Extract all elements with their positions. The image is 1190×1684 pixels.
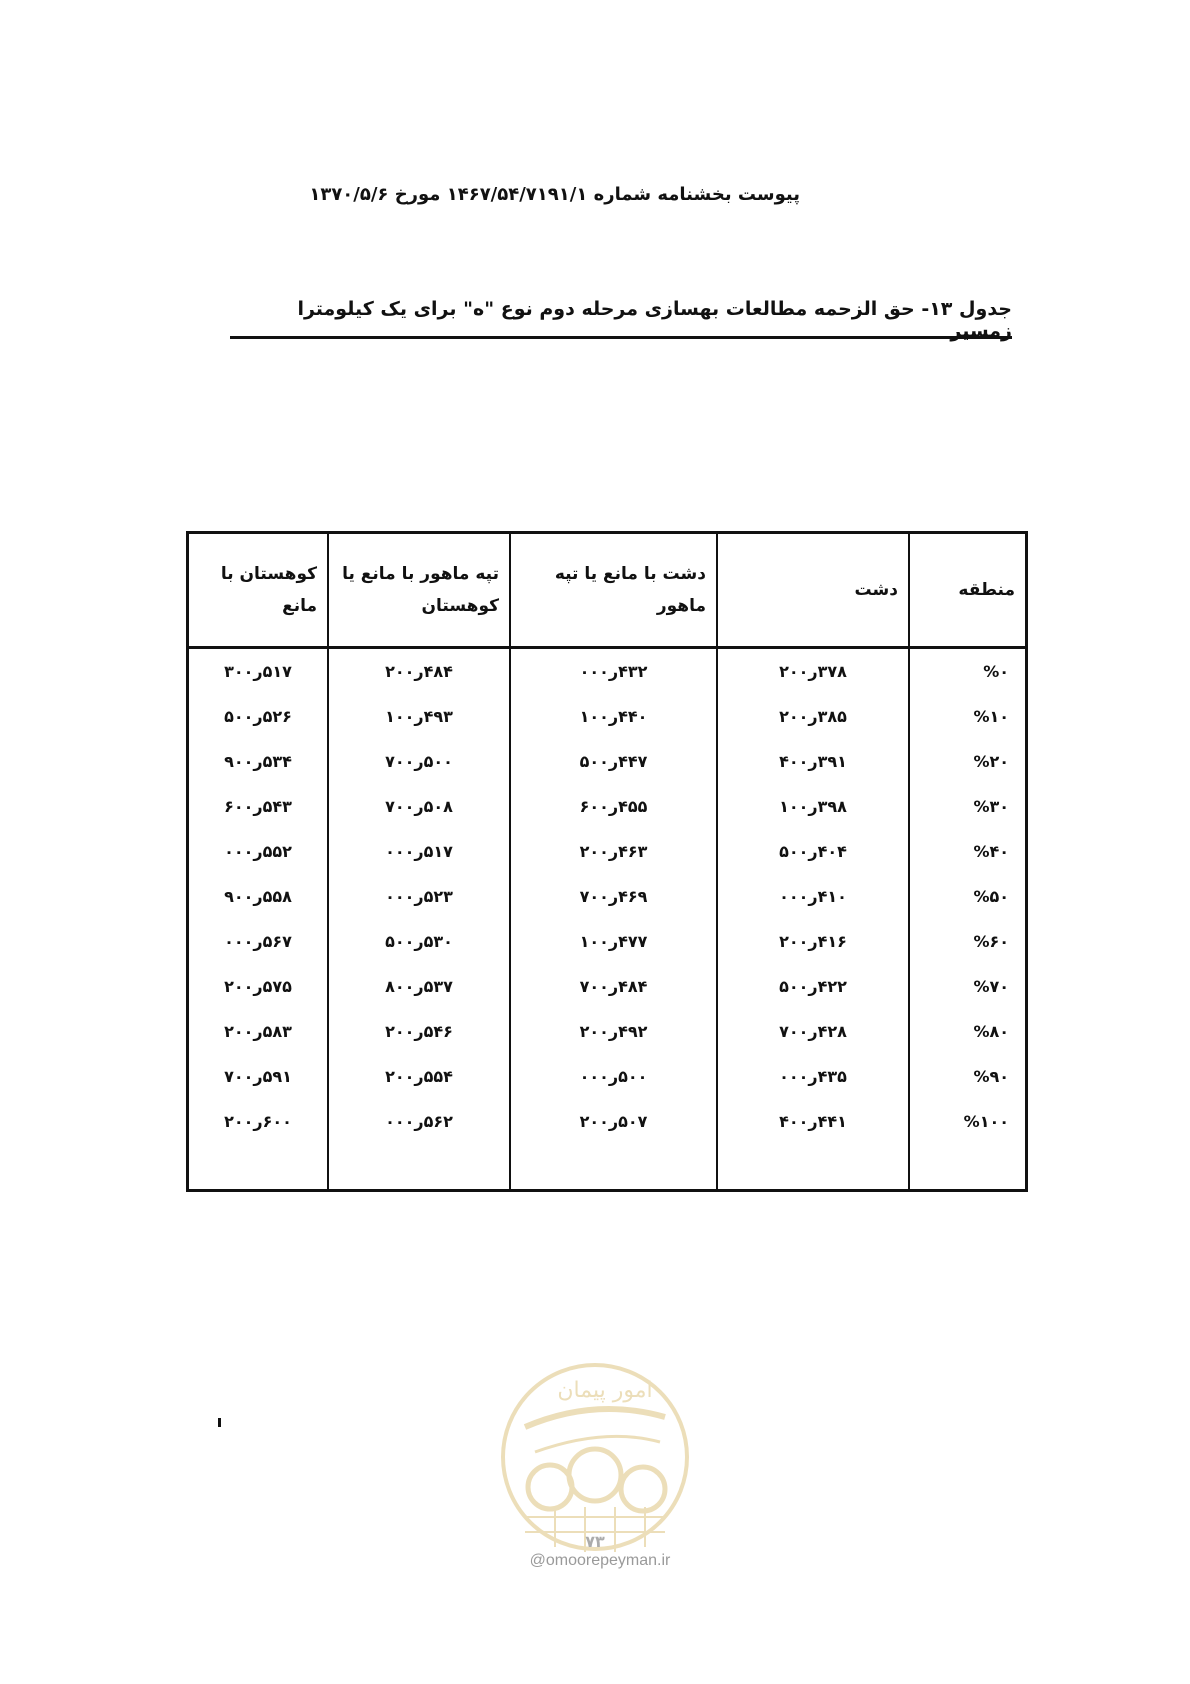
value-cell: ۴۲۲ر۵۰۰ bbox=[717, 964, 909, 1009]
value-cell: ۴۳۵ر۰۰۰ bbox=[717, 1054, 909, 1099]
value-cell: ۴۴۱ر۴۰۰ bbox=[717, 1099, 909, 1144]
zone-cell: %۱۰ bbox=[909, 694, 1027, 739]
fee-table bbox=[186, 531, 1028, 1192]
zone-cell: %۱۰۰ bbox=[909, 1099, 1027, 1144]
value-cell: ۵۵۸ر۹۰۰ bbox=[188, 874, 329, 919]
value-cell: ۴۰۴ر۵۰۰ bbox=[717, 829, 909, 874]
table-row bbox=[188, 919, 1027, 964]
value-cell: ۴۹۲ر۲۰۰ bbox=[510, 1009, 717, 1054]
zone-cell: %۷۰ bbox=[909, 964, 1027, 1009]
table-row bbox=[188, 694, 1027, 739]
value-cell: ۴۸۴ر۷۰۰ bbox=[510, 964, 717, 1009]
value-cell: ۴۳۲ر۰۰۰ bbox=[510, 648, 717, 695]
value-cell: ۴۲۸ر۷۰۰ bbox=[717, 1009, 909, 1054]
value-cell: ۵۹۱ر۷۰۰ bbox=[188, 1054, 329, 1099]
value-cell: ۴۱۰ر۰۰۰ bbox=[717, 874, 909, 919]
zone-cell: %۸۰ bbox=[909, 1009, 1027, 1054]
value-cell: ۵۴۳ر۶۰۰ bbox=[188, 784, 329, 829]
value-cell: ۴۵۵ر۶۰۰ bbox=[510, 784, 717, 829]
value-cell: ۵۰۰ر۷۰۰ bbox=[328, 739, 510, 784]
value-cell: ۵۴۶ر۲۰۰ bbox=[328, 1009, 510, 1054]
column-header-hills-obstacle: تپه ماهور با مانع یا کوهستان bbox=[328, 533, 510, 648]
table-row bbox=[188, 648, 1027, 695]
column-header-plain: دشت bbox=[717, 533, 909, 648]
value-cell: ۵۰۸ر۷۰۰ bbox=[328, 784, 510, 829]
watermark-url: @omoorepeyman.ir bbox=[529, 1552, 671, 1569]
stray-mark bbox=[218, 1418, 221, 1427]
value-cell: ۵۳۷ر۸۰۰ bbox=[328, 964, 510, 1009]
value-cell: ۵۲۶ر۵۰۰ bbox=[188, 694, 329, 739]
value-cell: ۵۵۲ر۰۰۰ bbox=[188, 829, 329, 874]
table-row bbox=[188, 1054, 1027, 1099]
table-title: جدول ۱۳- حق الزحمه مطالعات بهسازی مرحله دوم نوع "ه" برای یک کیلومترا زمسیر bbox=[297, 298, 1012, 342]
table-row bbox=[188, 1009, 1027, 1054]
value-cell: ۴۹۳ر۱۰۰ bbox=[328, 694, 510, 739]
table-row bbox=[188, 739, 1027, 784]
column-header-plain-obstacle: دشت با مانع یا تپه ماهور bbox=[510, 533, 717, 648]
value-cell: ۵۶۷ر۰۰۰ bbox=[188, 919, 329, 964]
column-header-zone: منطقه bbox=[909, 533, 1027, 648]
value-cell: ۵۱۷ر۳۰۰ bbox=[188, 648, 329, 695]
value-cell: ۵۳۴ر۹۰۰ bbox=[188, 739, 329, 784]
table-row bbox=[188, 874, 1027, 919]
value-cell: ۳۹۱ر۴۰۰ bbox=[717, 739, 909, 784]
value-cell: ۵۰۷ر۲۰۰ bbox=[510, 1099, 717, 1144]
value-cell: ۴۴۰ر۱۰۰ bbox=[510, 694, 717, 739]
column-header-mountain-obstacle: کوهستان با مانع bbox=[188, 533, 329, 648]
value-cell: ۵۲۳ر۰۰۰ bbox=[328, 874, 510, 919]
table-row bbox=[188, 1099, 1027, 1144]
page-number: ۷۳ bbox=[585, 1532, 605, 1551]
value-cell: ۵۰۰ر۰۰۰ bbox=[510, 1054, 717, 1099]
zone-cell: %۵۰ bbox=[909, 874, 1027, 919]
zone-cell: %۲۰ bbox=[909, 739, 1027, 784]
value-cell: ۴۴۷ر۵۰۰ bbox=[510, 739, 717, 784]
value-cell: ۴۸۴ر۲۰۰ bbox=[328, 648, 510, 695]
zone-cell: %۰ bbox=[909, 648, 1027, 695]
table-header-row bbox=[188, 533, 1027, 648]
zone-cell: %۴۰ bbox=[909, 829, 1027, 874]
value-cell: ۴۶۳ر۲۰۰ bbox=[510, 829, 717, 874]
value-cell: ۳۸۵ر۲۰۰ bbox=[717, 694, 909, 739]
table-row bbox=[188, 829, 1027, 874]
value-cell: ۵۳۰ر۵۰۰ bbox=[328, 919, 510, 964]
value-cell: ۵۱۷ر۰۰۰ bbox=[328, 829, 510, 874]
value-cell: ۴۷۷ر۱۰۰ bbox=[510, 919, 717, 964]
value-cell: ۳۷۸ر۲۰۰ bbox=[717, 648, 909, 695]
zone-cell: %۹۰ bbox=[909, 1054, 1027, 1099]
value-cell: ۵۵۴ر۲۰۰ bbox=[328, 1054, 510, 1099]
value-cell: ۳۹۸ر۱۰۰ bbox=[717, 784, 909, 829]
zone-cell: %۶۰ bbox=[909, 919, 1027, 964]
title-underline bbox=[230, 336, 1012, 339]
value-cell: ۴۱۶ر۲۰۰ bbox=[717, 919, 909, 964]
value-cell: ۵۸۳ر۲۰۰ bbox=[188, 1009, 329, 1054]
table-row bbox=[188, 964, 1027, 1009]
zone-cell: %۳۰ bbox=[909, 784, 1027, 829]
value-cell: ۵۶۲ر۰۰۰ bbox=[328, 1099, 510, 1144]
value-cell: ۶۰۰ر۲۰۰ bbox=[188, 1099, 329, 1144]
omoorepeyman-seal-logo bbox=[495, 1357, 695, 1557]
attachment-reference: پیوست بخشنامه شماره ۱۴۶۷/۵۴/۷۱۹۱/۱ مورخ ۱۳۷۰/۵/۶ bbox=[309, 184, 800, 205]
value-cell: ۴۶۹ر۷۰۰ bbox=[510, 874, 717, 919]
value-cell: ۵۷۵ر۲۰۰ bbox=[188, 964, 329, 1009]
table-row bbox=[188, 784, 1027, 829]
seal-text: امور پیمان bbox=[557, 1378, 653, 1403]
table-footer-spacer bbox=[188, 1144, 1027, 1191]
